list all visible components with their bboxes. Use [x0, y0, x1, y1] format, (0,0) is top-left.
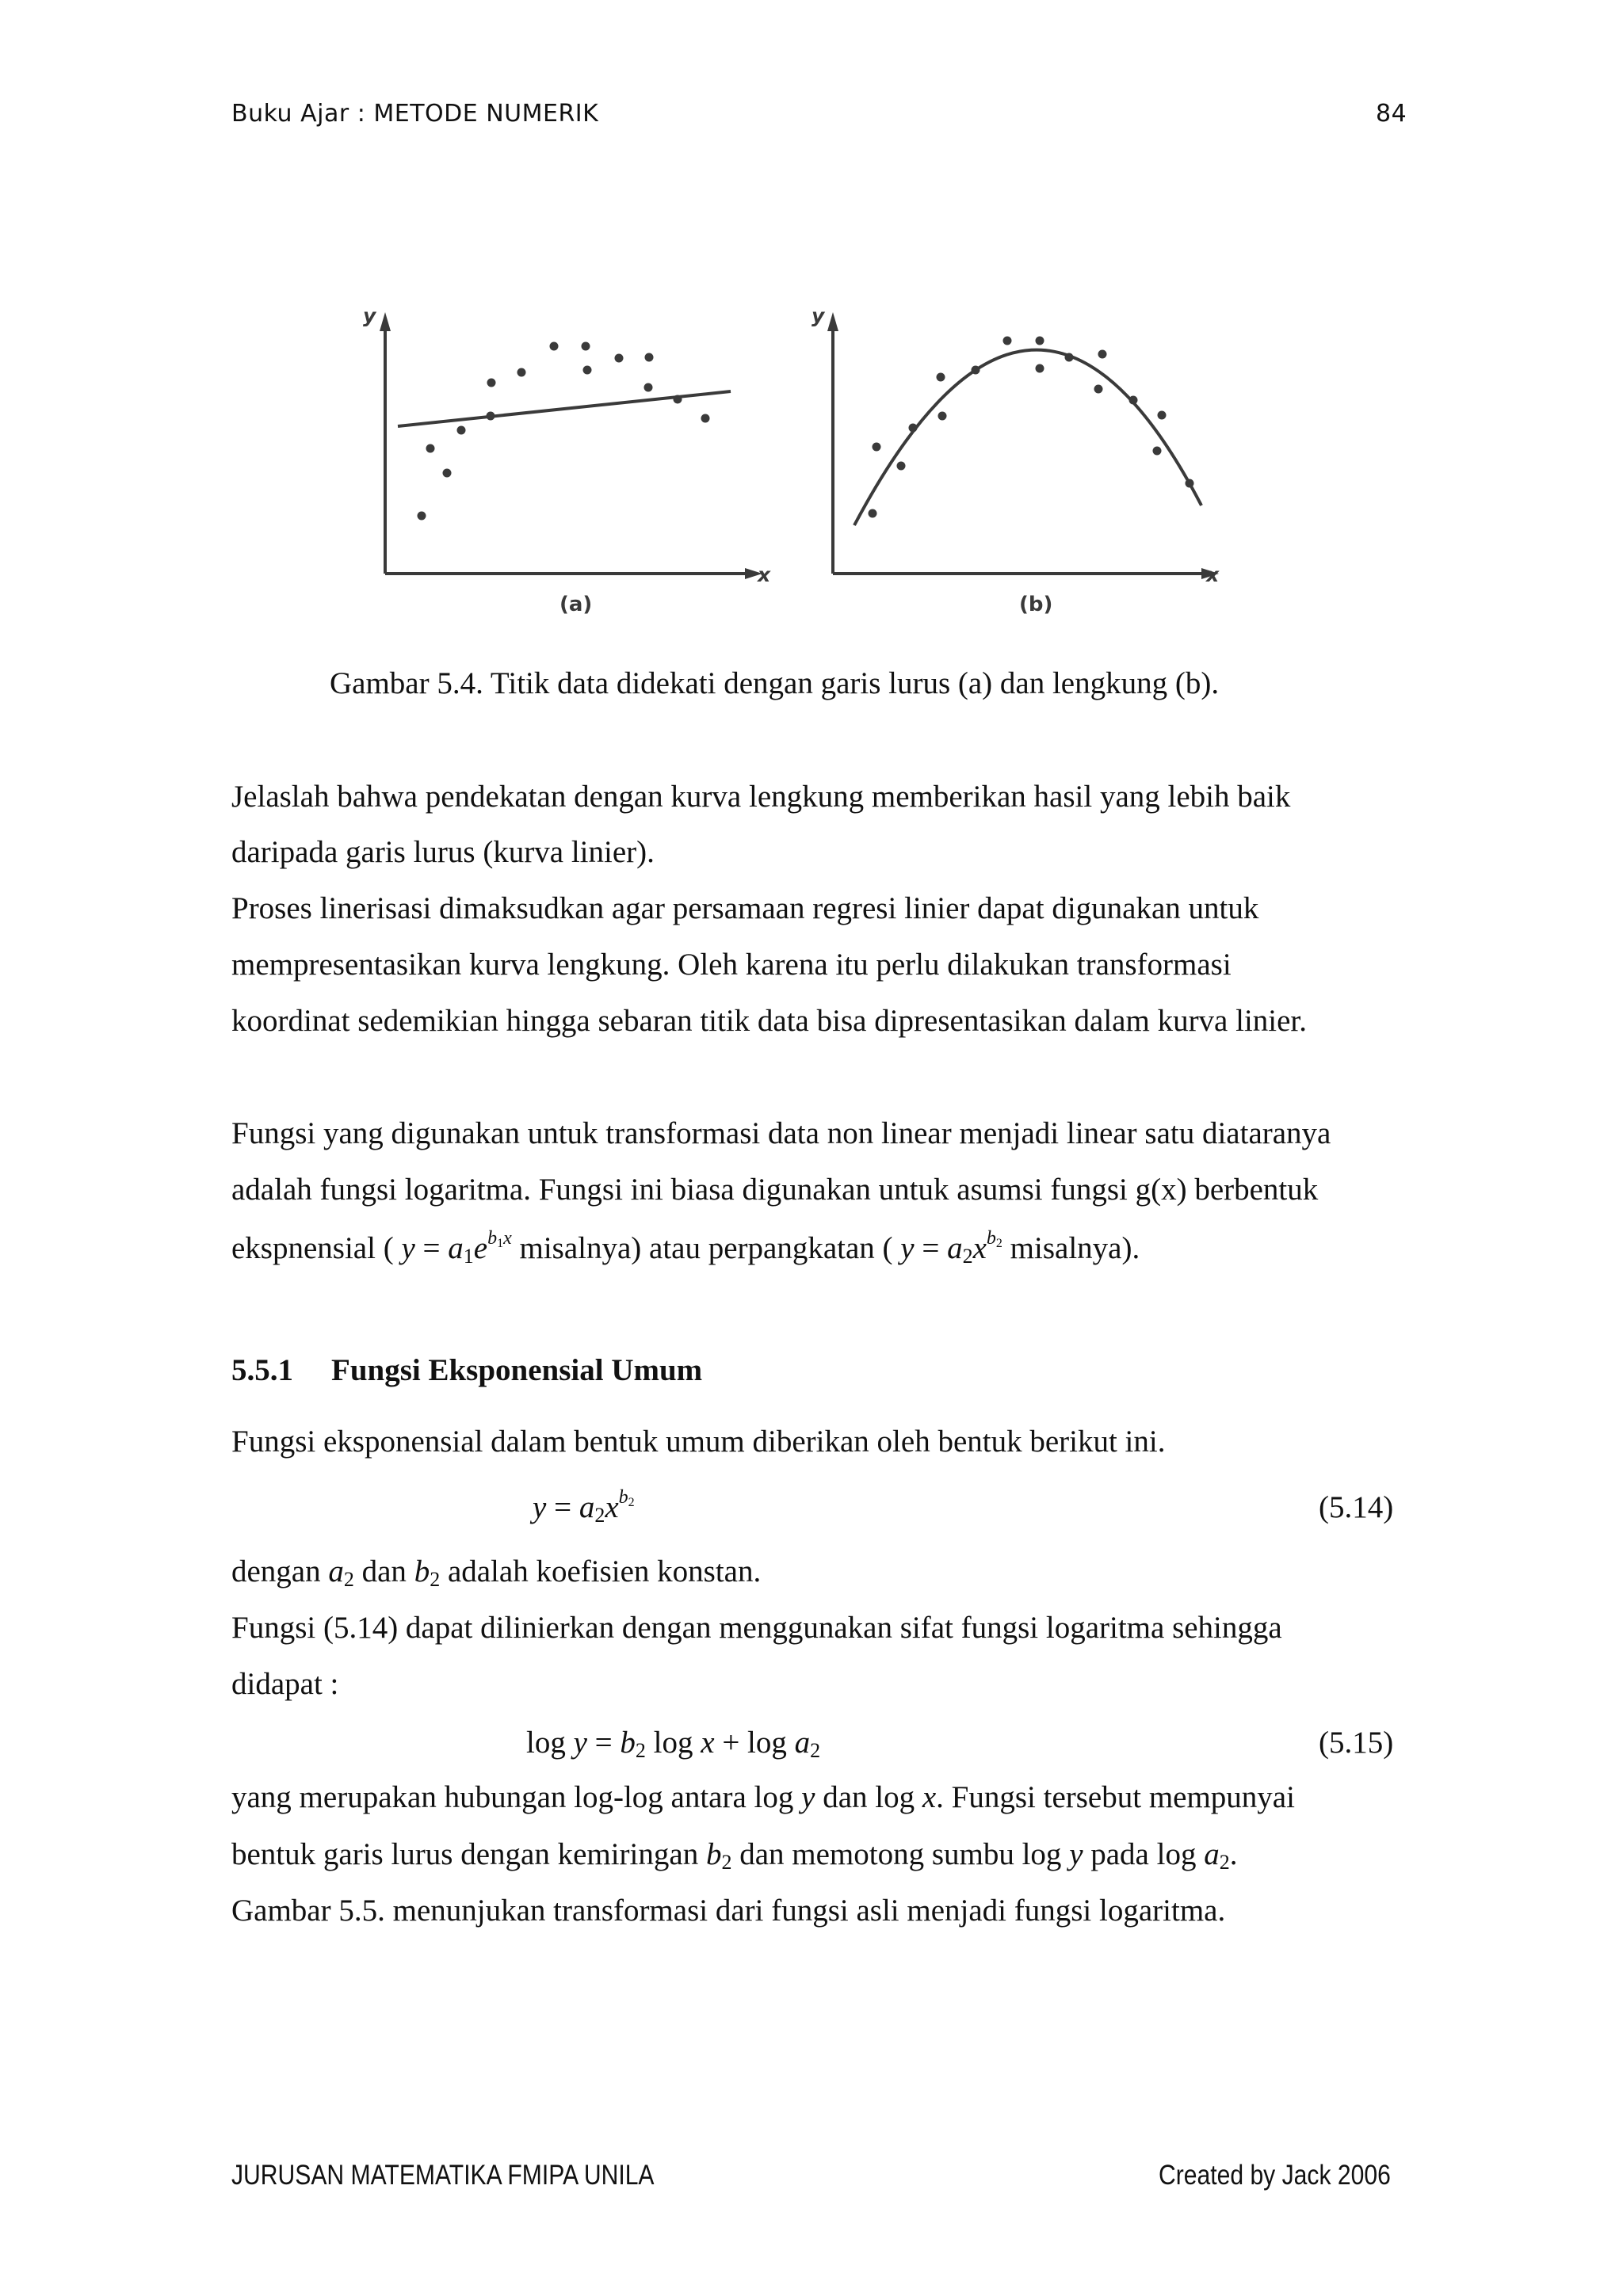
right-x-axis-label: x	[1206, 563, 1220, 586]
paragraph-line: Gambar 5.5. menunjukan transformasi dari fungsi asli menjadi fungsi logaritma.	[231, 1894, 1226, 1928]
figure-b	[827, 312, 1219, 579]
footer-right: Created by Jack 2006	[1159, 2160, 1391, 2191]
right-y-axis-label: y	[812, 304, 825, 327]
paragraph-line-with-formulas: bentuk garis lurus dengan kemiringan $b_2$ dan memotong sumbu log y pada $\log a_2$.	[231, 1837, 1238, 1874]
left-data-points	[418, 342, 710, 521]
header-title: Buku Ajar : METODE NUMERIK	[231, 100, 599, 128]
section-heading	[231, 1352, 702, 1388]
right-panel-label: (b)	[1019, 593, 1053, 616]
section-title: Fungsi Eksponensial Umum	[331, 1353, 703, 1387]
paragraph-line: koordinat sedemikian hingga sebaran titik data bisa dipresentasikan dalam kurva linier.	[231, 1004, 1308, 1038]
section-number: 5.5.1	[231, 1353, 293, 1387]
left-y-axis-label: y	[363, 304, 376, 327]
paragraph-line: daripada garis lurus (kurva linier).	[231, 835, 655, 869]
equation-5-14: $y = a_2x^{b_2}$	[533, 1487, 635, 1527]
right-fit-curve	[854, 350, 1201, 525]
paragraph-line: Fungsi (5.14) dapat dilinierkan dengan menggunakan sifat fungsi logaritma sehingga	[231, 1611, 1282, 1645]
paragraph-line-with-formulas: dengan $a_2$ dan $b_2$ adalah koefisien konstan.	[231, 1554, 762, 1591]
equation-number: (5.14)	[1319, 1490, 1394, 1524]
figure-a	[380, 312, 762, 579]
paragraph-line: Fungsi eksponensial dalam bentuk umum diberikan oleh bentuk berikut ini.	[231, 1425, 1166, 1459]
left-x-axis-label: x	[758, 563, 771, 586]
paragraph-line: Proses linerisasi dimaksudkan agar persamaan regresi linier dapat digunakan untuk	[231, 891, 1259, 925]
figure-5-4	[0, 0, 1623, 634]
right-data-points	[869, 337, 1194, 518]
figure-caption: Gambar 5.4. Titik data didekati dengan garis lurus (a) dan lengkung (b).	[330, 666, 1220, 700]
paragraph-line-with-formulas: yang merupakan hubungan log-log antara log y dan log x. Fungsi tersebut mempunyai	[231, 1780, 1295, 1814]
left-panel-label: (a)	[559, 593, 593, 616]
equation-5-15: $\log y = b_2$ $\log x + \log a_2$	[526, 1726, 821, 1762]
formula-exponential: $y = a_1e^{b_1x}$	[401, 1228, 512, 1268]
paragraph-line: mempresentasikan kurva lengkung. Oleh karena itu perlu dilakukan transformasi	[231, 948, 1232, 982]
equation-number: (5.15)	[1319, 1726, 1394, 1760]
paragraph-line: didapat :	[231, 1667, 339, 1701]
left-y-arrow	[380, 312, 391, 331]
paragraph-line: Jelaslah bahwa pendekatan dengan kurva lengkung memberikan hasil yang lebih baik	[231, 780, 1291, 814]
paragraph-line-with-formulas: ekspnensial ( $y = a_1e^{b_1x}$ misalnya) atau perpangkatan ( $y = a_2x^{b_2}$ misalnya).	[231, 1228, 1140, 1268]
formula-power: $y = a_2x^{b_2}$	[900, 1228, 1002, 1268]
footer-left: JURUSAN MATEMATIKA FMIPA UNILA	[231, 2160, 655, 2191]
right-y-arrow	[827, 312, 838, 331]
paragraph-line: adalah fungsi logaritma. Fungsi ini biasa digunakan untuk asumsi fungsi g(x) berbentuk	[231, 1173, 1319, 1207]
paragraph-line: Fungsi yang digunakan untuk transformasi data non linear menjadi linear satu diataranya	[231, 1116, 1331, 1150]
page-number: 84	[1376, 100, 1407, 128]
